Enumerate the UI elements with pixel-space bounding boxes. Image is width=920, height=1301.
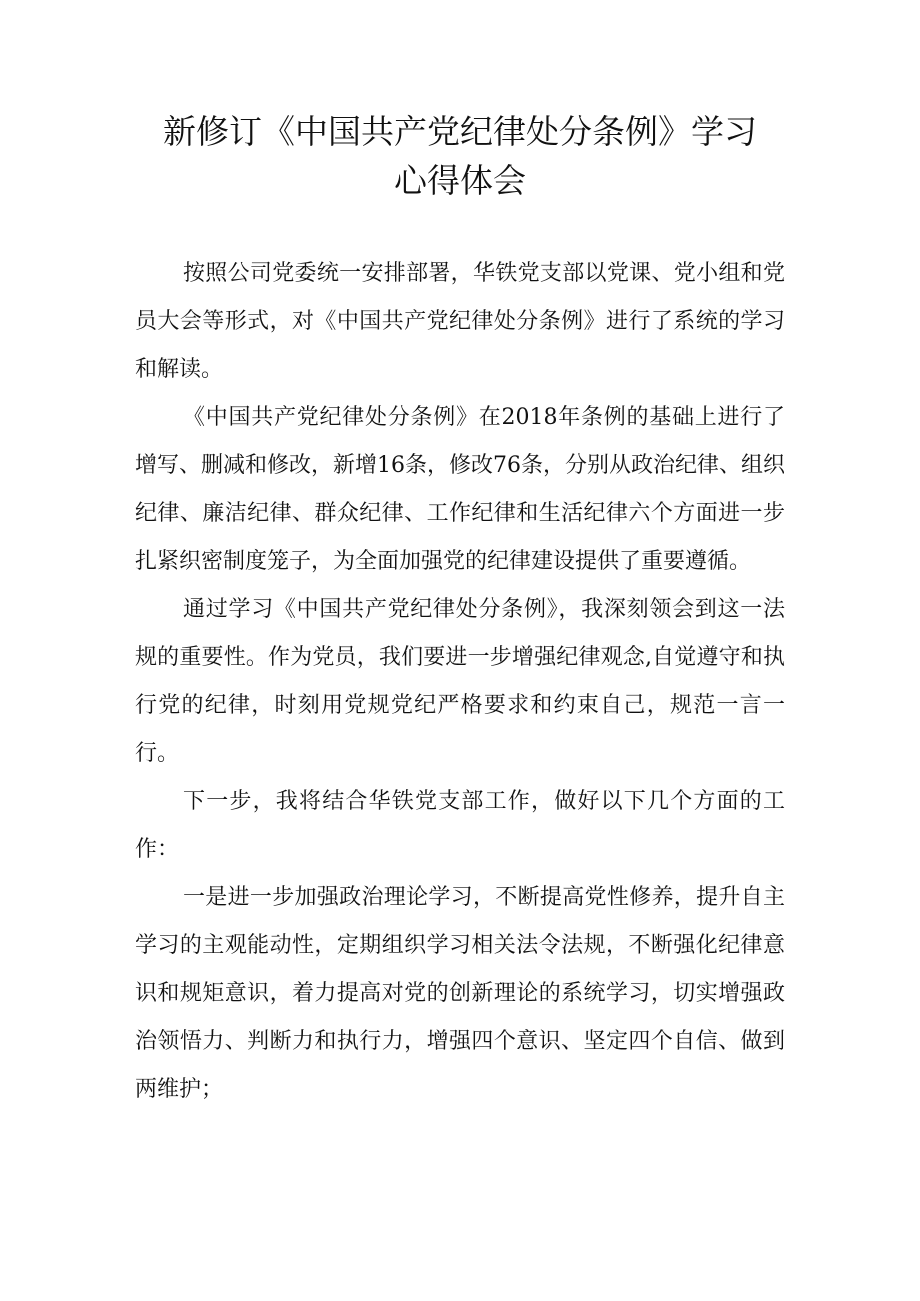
paragraph-point-one: 一是进一步加强政治理论学习，不断提高党性修养，提升自主学习的主观能动性，定期组织学习相关法令法规，不断强化纪律意识和规矩意识，着力提高对党的创新理论的系统学习，切实增强政治领悟力、判断力和执行力，增强四个意识、坚定四个自信、做到两维护；: [135, 885, 785, 1102]
document-title-line-2: 心得体会: [394, 161, 526, 200]
paragraph-regulation-changes: 《中国共产党纪律处分条例》在2018年条例的基础上进行了增写、删减和修改，新增16条，修改76条，分别从政治纪律、组织纪律、廉洁纪律、群众纪律、工作纪律和生活纪律六个方面进一步扎紧织密制度笼子，为全面加强党的纪律建设提供了重要遵循。: [135, 405, 785, 574]
document-body: [135, 250, 785, 1114]
paragraph-arrangement: 按照公司党委统一安排部署，华铁党支部以党课、党小组和党员大会等形式，对《中国共产党纪律处分条例》进行了系统的学习和解读。: [135, 261, 785, 382]
paragraph-next-steps: 下一步，我将结合华铁党支部工作，做好以下几个方面的工作：: [135, 789, 785, 862]
document-title-line-1: 新修订《中国共产党纪律处分条例》学习: [163, 112, 757, 151]
paragraph-study-insight: 通过学习《中国共产党纪律处分条例》，我深刻领会到这一法规的重要性。作为党员，我们要进一步增强纪律观念,自觉遵守和执行党的纪律，时刻用党规党纪严格要求和约束自己，规范一言一行。: [135, 597, 785, 766]
